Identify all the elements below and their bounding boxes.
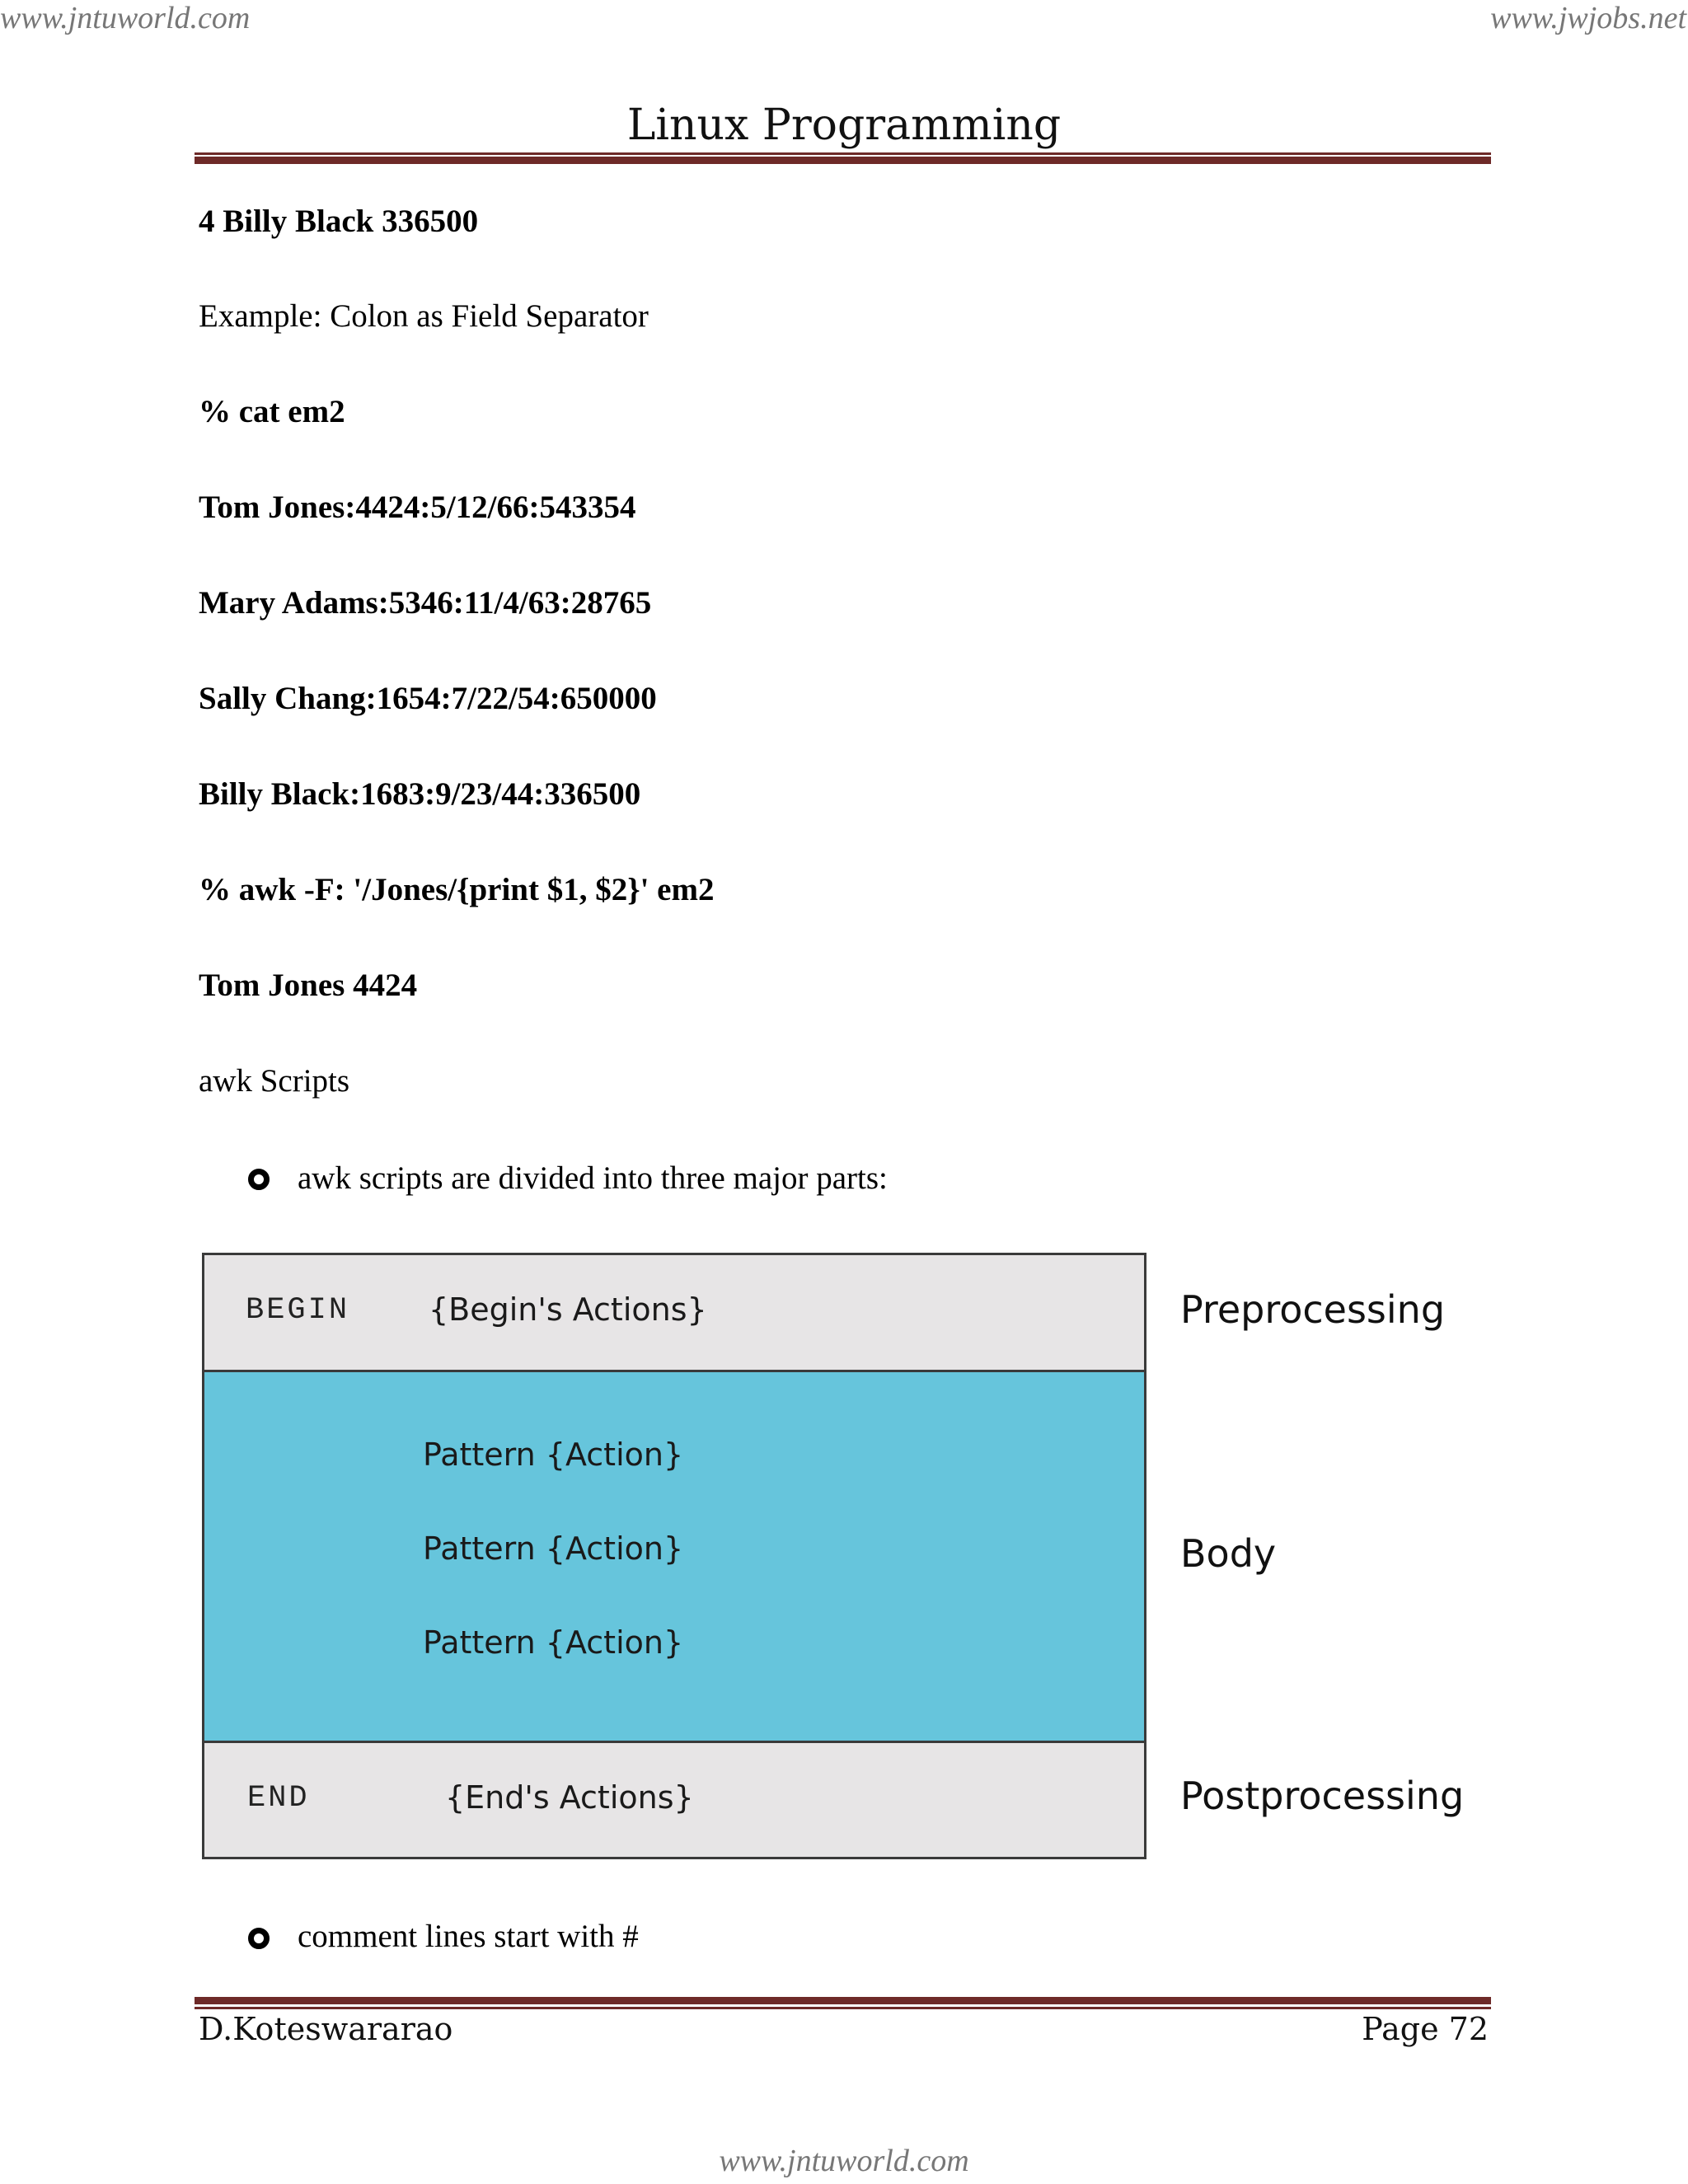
watermark-top-right: www.jwjobs.net xyxy=(1490,1,1686,35)
text-line-5: Mary Adams:5346:11/4/63:28765 xyxy=(199,585,652,621)
awk-structure-diagram xyxy=(202,1253,1146,1859)
bullet-circle-icon xyxy=(248,1169,270,1190)
text-line-4: Tom Jones:4424:5/12/66:543354 xyxy=(199,490,636,525)
text-line-7: Billy Black:1683:9/23/44:336500 xyxy=(199,776,641,812)
footer-rule-thick xyxy=(195,1997,1491,2004)
bullet-text-1: awk scripts are divided into three major parts: xyxy=(298,1160,888,1196)
pattern-action-2: Pattern {Action} xyxy=(423,1530,684,1567)
bullet-text-2: comment lines start with # xyxy=(298,1919,639,1954)
text-line-3: % cat em2 xyxy=(199,394,345,429)
end-section xyxy=(202,1741,1146,1859)
begin-keyword: BEGIN xyxy=(246,1293,350,1328)
page-title: Linux Programming xyxy=(626,101,1062,150)
text-line-1: 4 Billy Black 336500 xyxy=(199,204,479,239)
label-body: Body xyxy=(1180,1531,1277,1576)
bullet-circle-icon xyxy=(248,1928,270,1949)
begin-actions: {Begin's Actions} xyxy=(429,1291,707,1328)
footer-author: D.Koteswararao xyxy=(199,2011,453,2047)
header-rule-thin xyxy=(195,152,1491,155)
begin-section xyxy=(202,1253,1146,1372)
text-line-9: Tom Jones 4424 xyxy=(199,968,418,1003)
body-section xyxy=(202,1370,1146,1743)
watermark-bottom: www.jntuworld.com xyxy=(719,2144,969,2178)
footer-rule-thin xyxy=(195,2007,1491,2009)
text-line-6: Sally Chang:1654:7/22/54:650000 xyxy=(199,681,657,716)
watermark-top-left: www.jntuworld.com xyxy=(0,1,251,35)
text-line-8: % awk -F: '/Jones/{print $1, $2}' em2 xyxy=(199,872,715,907)
label-preprocessing: Preprocessing xyxy=(1180,1287,1446,1332)
pattern-action-3: Pattern {Action} xyxy=(423,1624,684,1661)
text-line-10: awk Scripts xyxy=(199,1063,350,1099)
label-postprocessing: Postprocessing xyxy=(1180,1774,1465,1818)
end-keyword: END xyxy=(247,1781,310,1816)
end-actions: {End's Actions} xyxy=(445,1779,694,1816)
footer-page-number: Page 72 xyxy=(1362,2011,1489,2047)
pattern-action-1: Pattern {Action} xyxy=(423,1436,684,1473)
header-rule-thick xyxy=(195,157,1491,164)
text-line-2: Example: Colon as Field Separator xyxy=(199,298,649,334)
